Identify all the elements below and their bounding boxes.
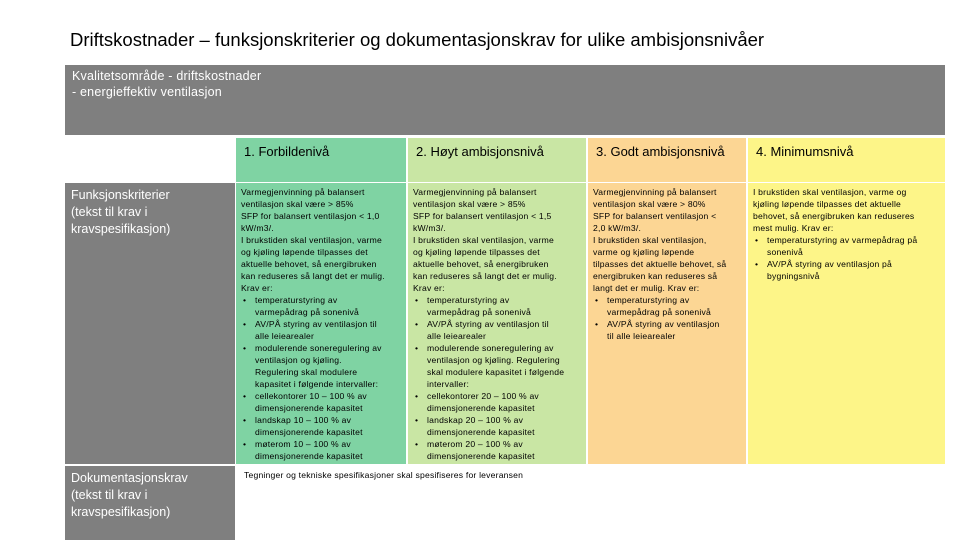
criteria-line: 2,0 kW/m3/.: [593, 223, 642, 233]
criteria-bullet-line: varmepådrag på sonenivå: [607, 307, 711, 317]
criteria-cell-hoyt-ambisjonsniva: [408, 183, 586, 464]
criteria-line: SFP for balansert ventilasjon < 1,0: [241, 211, 380, 221]
criteria-bullet-item: [413, 438, 583, 462]
criteria-cell-forbildeniva: [236, 183, 406, 464]
criteria-line: Krav er:: [413, 283, 445, 293]
criteria-line: I brukstiden skal ventilasjon, varme: [413, 235, 554, 245]
criteria-bullet-item: [593, 318, 743, 342]
criteria-bullet-line: • temperaturstyring av varmepådrag på: [767, 235, 918, 245]
criteria-bullet-line: • landskap 10 – 100 % av: [255, 415, 352, 425]
criteria-bullet-line: dimensjonerende kapasitet: [427, 427, 535, 437]
criteria-line: aktuelle behovet, så energibruken: [241, 259, 377, 269]
criteria-bullet-line: • landskap 20 – 100 % av: [427, 415, 524, 425]
criteria-bullet-item: [753, 234, 942, 258]
criteria-bullet-line: • cellekontorer 20 – 100 % av: [427, 391, 539, 401]
criteria-bullet-line: dimensjonerende kapasitet: [255, 403, 363, 413]
criteria-bullet-line: • modulerende soneregulering av: [427, 343, 554, 353]
documentation-requirement-text: Tegninger og tekniske spesifikasjoner skal spesifiseres for leveransen: [244, 470, 524, 480]
row-label-line: (tekst til krav i: [71, 205, 148, 219]
criteria-line: kjøling løpende tilpasses det aktuelle: [753, 199, 902, 209]
criteria-bullet-item: [241, 414, 403, 438]
row-label-dokumentasjonskrav: [65, 466, 235, 540]
criteria-line: kan reduseres så langt det er mulig.: [413, 271, 557, 281]
criteria-bullet-item: [413, 342, 583, 390]
criteria-bullet-item: [241, 342, 403, 390]
row-label-line: kravspesifikasjon): [71, 505, 171, 519]
criteria-line: tilpasses det aktuelle behovet, så: [593, 259, 727, 269]
criteria-bullet-item: [413, 318, 583, 342]
criteria-bullet-line: • temperaturstyring av: [427, 295, 510, 305]
row-label-line: (tekst til krav i: [71, 488, 148, 502]
column-header-minimumsniva: 4. Minimumsnivå: [748, 138, 945, 182]
criteria-bullet-line: sonenivå: [767, 247, 804, 257]
criteria-line: I brukstiden skal ventilasjon, varme og: [753, 187, 907, 197]
criteria-bullet-line: bygningsnivå: [767, 271, 820, 281]
page-title: Driftskostnader – funksjonskriterier og dokumentasjonskrav for ulike ambisjonsnivåer: [70, 29, 765, 50]
criteria-bullet-list: [241, 294, 403, 462]
criteria-bullet-list: [413, 294, 583, 462]
criteria-bullet-line: varmepådrag på sonenivå: [255, 307, 359, 317]
criteria-bullet-line: • møterom 10 – 100 % av: [255, 439, 351, 449]
criteria-bullet-line: dimensjonerende kapasitet: [255, 427, 363, 437]
row-label-funksjonskriterier: [65, 183, 235, 464]
criteria-line: mest mulig. Krav er:: [753, 223, 834, 233]
criteria-bullet-line: kapasitet i følgende intervaller:: [255, 379, 379, 389]
criteria-line: ventilasjon skal være > 80%: [593, 199, 706, 209]
quality-area-line-1: Kvalitetsområde - driftskostnader: [72, 69, 262, 83]
criteria-bullet-item: [413, 390, 583, 414]
criteria-bullet-line: • temperaturstyring av: [255, 295, 338, 305]
quality-area-header: [65, 65, 945, 135]
criteria-bullet-line: • temperaturstyring av: [607, 295, 690, 305]
criteria-bullet-line: skal modulere kapasitet i følgende: [427, 367, 565, 377]
criteria-line: SFP for balansert ventilasjon <: [593, 211, 717, 221]
criteria-bullet-item: [593, 294, 743, 318]
criteria-bullet-line: Regulering skal modulere: [255, 367, 358, 377]
criteria-bullet-line: • møterom 20 – 100 % av: [427, 439, 523, 449]
criteria-line: SFP for balansert ventilasjon < 1,5: [413, 211, 552, 221]
criteria-bullet-line: alle leiearealer: [255, 331, 315, 341]
criteria-cell-minimumsniva: [748, 183, 945, 464]
criteria-bullet-line: varmepådrag på sonenivå: [427, 307, 531, 317]
criteria-line: ventilasjon skal være > 85%: [241, 199, 354, 209]
criteria-bullet-list: [593, 294, 743, 342]
criteria-line: og kjøling løpende tilpasses det: [413, 247, 540, 257]
quality-area-line-2: - energieffektiv ventilasjon: [72, 85, 222, 99]
criteria-bullet-line: ventilasjon og kjøling.: [255, 355, 342, 365]
criteria-bullet-item: [241, 438, 403, 462]
row-label-line: Dokumentasjonskrav: [71, 471, 188, 485]
column-header-hoyt-ambisjonsniva: 2. Høyt ambisjonsnivå: [408, 138, 586, 182]
criteria-line: Varmegjenvinning på balansert: [241, 187, 365, 197]
criteria-line: Krav er:: [241, 283, 273, 293]
row-label-line: Funksjonskriterier: [71, 188, 170, 202]
criteria-bullet-line: • modulerende soneregulering av: [255, 343, 382, 353]
criteria-bullet-line: dimensjonerende kapasitet: [255, 451, 363, 461]
criteria-bullet-line: • AV/PÅ styring av ventilasjon til: [255, 319, 377, 329]
criteria-cell-godt-ambisjonsniva: [588, 183, 746, 464]
criteria-bullet-item: [413, 414, 583, 438]
criteria-bullet-line: • AV/PÅ styring av ventilasjon til: [427, 319, 549, 329]
criteria-bullet-line: • cellekontorer 10 – 100 % av: [255, 391, 367, 401]
criteria-line: Varmegjenvinning på balansert: [413, 187, 537, 197]
criteria-bullet-list: [753, 234, 942, 282]
criteria-line: kW/m3/.: [413, 223, 446, 233]
criteria-line: I brukstiden skal ventilasjon,: [593, 235, 707, 245]
criteria-line: langt det er mulig. Krav er:: [593, 283, 700, 293]
criteria-bullet-line: ventilasjon og kjøling. Regulering: [427, 355, 560, 365]
criteria-line: behovet, så energibruken kan reduseres: [753, 211, 915, 221]
criteria-line: varme og kjøling løpende: [593, 247, 695, 257]
criteria-line: kan reduseres så langt det er mulig.: [241, 271, 385, 281]
criteria-line: kW/m3/.: [241, 223, 274, 233]
criteria-bullet-item: [241, 318, 403, 342]
criteria-bullet-line: dimensjonerende kapasitet: [427, 451, 535, 461]
criteria-bullet-line: dimensjonerende kapasitet: [427, 403, 535, 413]
criteria-line: Varmegjenvinning på balansert: [593, 187, 717, 197]
criteria-bullet-line: alle leiearealer: [427, 331, 487, 341]
row-label-line: kravspesifikasjon): [71, 222, 171, 236]
criteria-bullet-line: til alle leiearealer: [607, 331, 676, 341]
criteria-bullet-item: [753, 258, 942, 282]
criteria-line: ventilasjon skal være > 85%: [413, 199, 526, 209]
column-header-godt-ambisjonsniva: 3. Godt ambisjonsnivå: [588, 138, 746, 182]
criteria-bullet-line: intervaller:: [427, 379, 470, 389]
criteria-bullet-item: [413, 294, 583, 318]
criteria-line: og kjøling løpende tilpasses det: [241, 247, 368, 257]
criteria-bullet-line: • AV/PÅ styring av ventilasjon: [607, 319, 720, 329]
column-header-forbildeniva: 1. Forbildenivå: [236, 138, 406, 182]
criteria-line: I brukstiden skal ventilasjon, varme: [241, 235, 382, 245]
criteria-bullet-item: [241, 390, 403, 414]
criteria-line: aktuelle behovet, så energibruken: [413, 259, 549, 269]
criteria-bullet-line: • AV/PÅ styring av ventilasjon på: [767, 259, 892, 269]
criteria-bullet-item: [241, 294, 403, 318]
criteria-line: energibruken kan reduseres så: [593, 271, 718, 281]
